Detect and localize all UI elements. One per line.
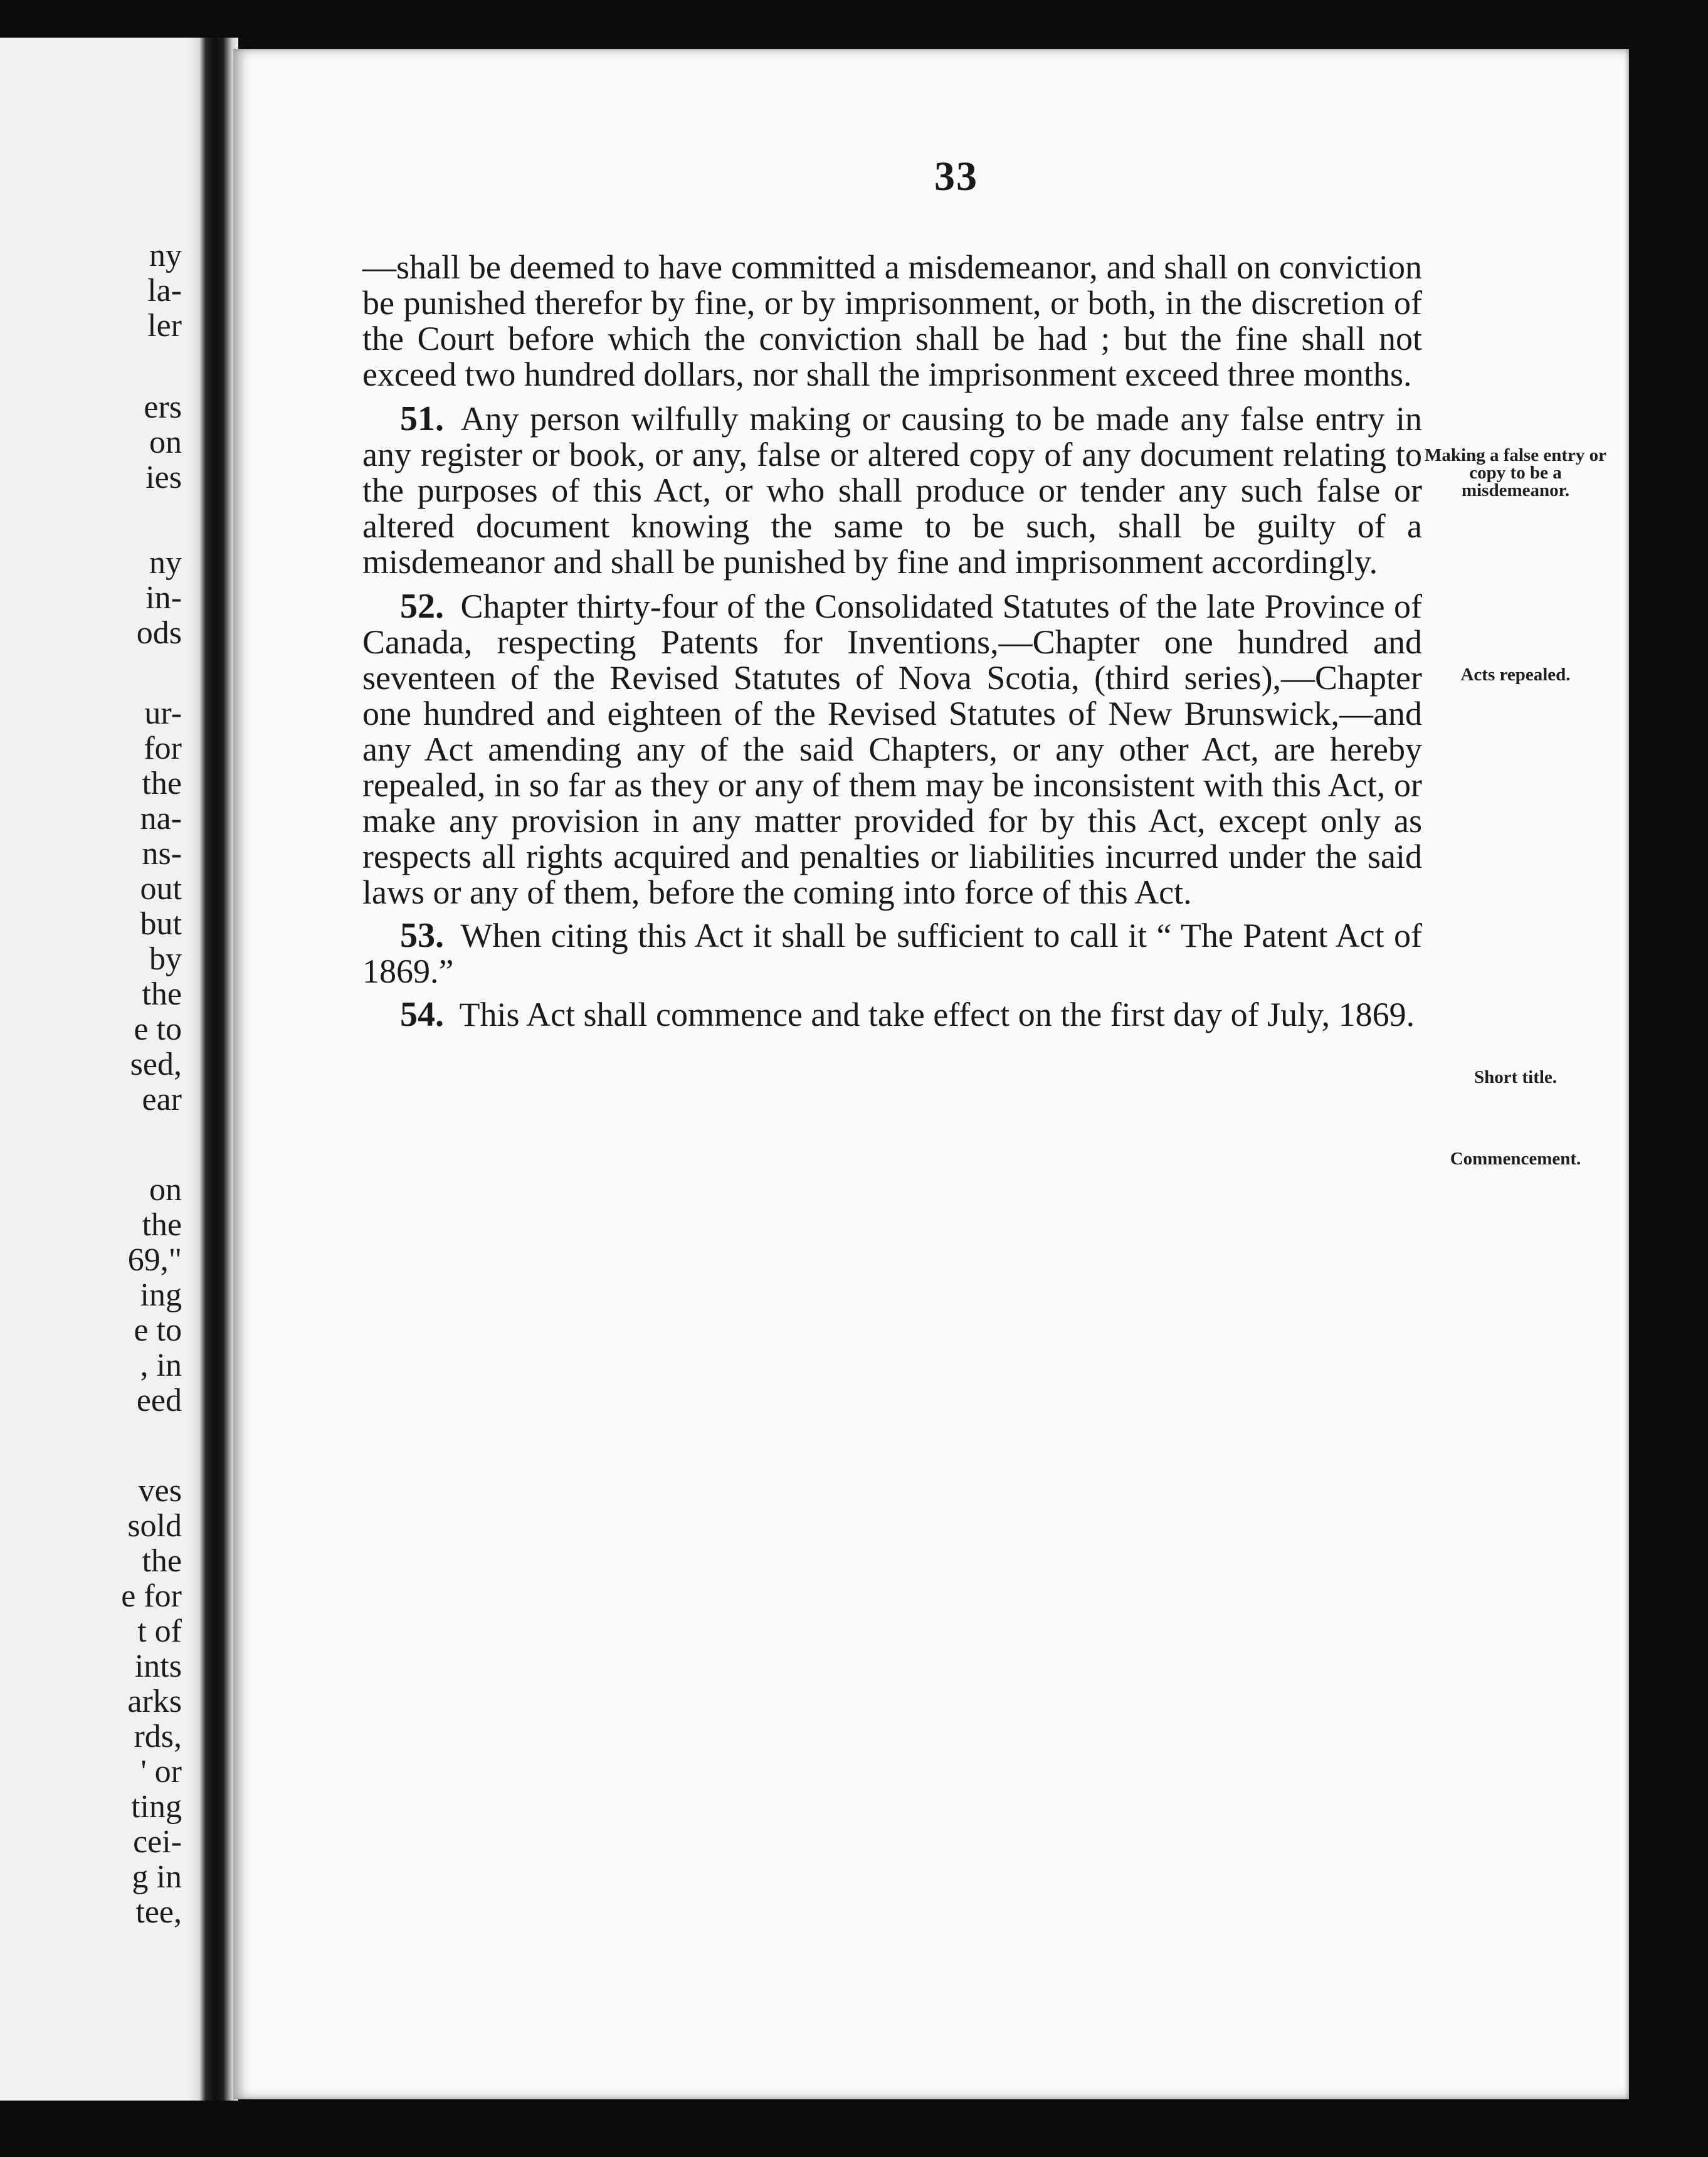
previous-page-fragment: , in: [140, 1347, 182, 1383]
side-note-acts-repealed: Acts repealed.: [1460, 665, 1571, 685]
previous-page-fragment: ers: [144, 389, 182, 425]
previous-page-fragment: e to: [134, 1312, 182, 1348]
previous-page-fragment: ves: [138, 1473, 182, 1509]
previous-page-fragment: sed,: [130, 1047, 182, 1082]
previous-page-fragment: ods: [136, 615, 182, 651]
section-text: When citing this Act it shall be sufficient to call it “ The Patent Act of 1869.”: [362, 917, 1422, 990]
section-text: Any person wilfully making or causing to be made any false entry in any register or book, or any, false or altered copy of any document relating to the purposes of this Act, or who shall produce or tender any such false or altered document knowing the same to be such, shall be guilty of a misdemeanor and shall be punished by fine and imprisonment accordingly.: [362, 400, 1422, 581]
current-page: [233, 49, 1629, 2099]
body-text: [362, 250, 1422, 1039]
previous-page-fragment: ear: [142, 1082, 182, 1117]
previous-page-fragment: on: [149, 1172, 182, 1208]
previous-page-fragment: by: [149, 941, 182, 977]
section-number: 54.: [400, 995, 444, 1034]
previous-page-fragment: ns-: [142, 836, 182, 872]
previous-page-fragment: the: [142, 1207, 182, 1243]
previous-page-fragment: la-: [147, 273, 182, 309]
previous-page-fragment: cei-: [133, 1824, 182, 1860]
previous-page-fragment: t of: [137, 1613, 182, 1649]
section-number: 53.: [400, 916, 444, 955]
page-number: 33: [934, 154, 978, 199]
binding-gutter: [188, 38, 238, 2101]
previous-page-fragment: ting: [131, 1789, 182, 1825]
previous-page-fragment: e to: [134, 1011, 182, 1047]
previous-page-fragment: ny: [149, 238, 182, 273]
side-note-commencement: Commencement.: [1450, 1149, 1581, 1169]
previous-page-fragment: the: [142, 766, 182, 801]
section-number: 51.: [400, 399, 444, 438]
previous-page-fragment: ies: [145, 460, 182, 495]
previous-page-fragment: out: [140, 871, 182, 907]
section-53: [362, 918, 1422, 989]
previous-page-fragment: the: [142, 976, 182, 1012]
previous-page-fragment: arks: [127, 1684, 182, 1719]
previous-page-fragment: ur-: [144, 695, 182, 731]
previous-page-fragment: ints: [134, 1648, 182, 1684]
previous-page-fragment: e for: [121, 1578, 182, 1614]
previous-page-fragment: ' or: [140, 1754, 182, 1790]
side-note-false-entry: Making a false entry or copy to be a misdemeanor.: [1425, 445, 1606, 500]
previous-page-fragment: sold: [127, 1508, 182, 1544]
previous-page-fragment: the: [142, 1543, 182, 1579]
previous-page-fragment: 69,": [127, 1242, 182, 1278]
section-text: Chapter thirty-four of the Consolidated Statutes of the late Province of Canada, respecting Patents for Inventions,—Chapter one hundred and seventeen of the Revised Statutes of Nova Scotia, (third series),—Chapter one hundred and eighteen of the Revised Statutes of New Brunswick,—and any Act amending any of the said Chapters, or any other Act, are hereby repealed, in so far as they or any of them may be inconsistent with this Act, or make any provision in any matter provided for by this Act, except only as respects all rights acquired and penalties or liabilities incurred under the said laws or any of them, before the coming into force of this Act.: [362, 588, 1423, 911]
section-number: 52.: [400, 587, 444, 626]
previous-page-fragment: ing: [140, 1277, 182, 1313]
previous-page-fragment: rds,: [134, 1719, 182, 1754]
side-note-short-title: Short title.: [1473, 1067, 1558, 1087]
continuation-paragraph: —shall be deemed to have committed a misdemeanor, and shall on conviction be punished therefor by fine, or by imprisonment, or both, in the discretion of the Court before which the conviction shall be had ; but the fine shall not exceed two hundred dollars, nor shall the imprisonment exceed three months.: [362, 248, 1422, 393]
previous-page-fragment: but: [140, 906, 182, 942]
section-52: [362, 589, 1422, 910]
previous-page-fragment: for: [144, 730, 182, 766]
previous-page: [0, 38, 194, 2101]
scan-border: [1629, 56, 1708, 2126]
previous-page-fragment: eed: [136, 1383, 182, 1418]
previous-page-fragment: ler: [147, 308, 182, 344]
previous-page-fragment: ny: [149, 545, 182, 581]
section-text: This Act shall commence and take effect on the first day of July, 1869.: [459, 996, 1415, 1033]
section-54: [362, 997, 1422, 1033]
previous-page-fragment: tee,: [135, 1894, 182, 1930]
previous-page-fragment: g in: [132, 1859, 182, 1895]
section-51: [362, 401, 1422, 580]
previous-page-fragment: na-: [140, 801, 182, 836]
previous-page-fragment: in-: [145, 580, 182, 616]
previous-page-fragment: on: [149, 425, 182, 460]
